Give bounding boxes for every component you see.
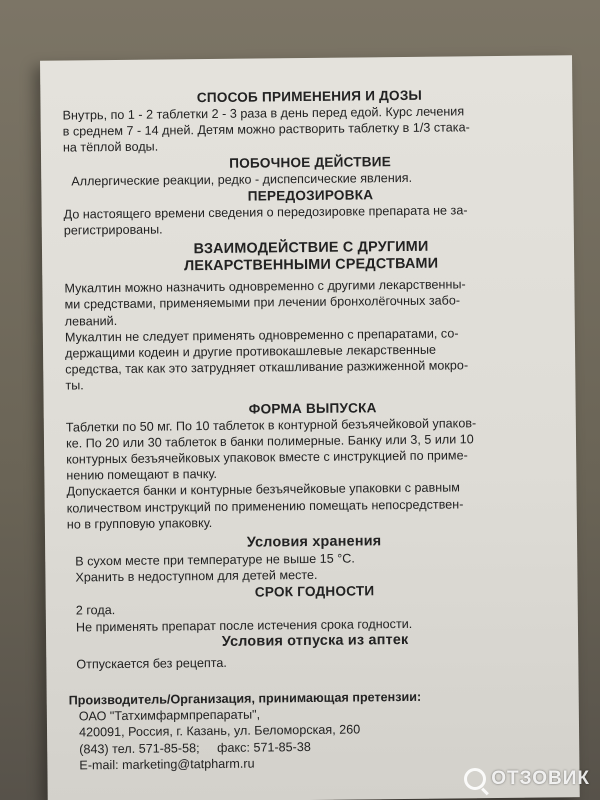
text-line: 2 года. (75, 603, 116, 618)
text-line: Не применять препарат после истечения срока годности. (75, 616, 413, 635)
usage-heading: СПОСОБ ПРИМЕНЕНИЯ И ДОЗЫ (196, 87, 423, 106)
manufacturer-phone: (843) тел. 571-85-58; факс: 571-85-38 (79, 739, 311, 757)
text-line: ты. (65, 378, 84, 393)
overdose-text (64, 201, 558, 239)
manufacturer-details (69, 704, 564, 774)
heading-line: ВЗАИМОДЕЙСТВИЕ С ДРУГИМИ (193, 238, 429, 258)
text-line: но в групповую упаковку. (66, 515, 213, 532)
shelf-life-text (68, 598, 562, 636)
heading-line: ЛЕКАРСТВЕННЫМИ СРЕДСТВАМИ (183, 255, 439, 275)
usage-text (63, 102, 557, 156)
text-line: в среднем 7 - 14 дней. Детям можно растворить таблетку в 1/3 стака- (62, 120, 470, 139)
text-line: Аллергические реакции, редко - диспепсические явления. (71, 170, 413, 189)
manufacturer-title: Производитель/Организация, принимающая претензии: (68, 689, 422, 708)
manufacturer-email: E-mail: marketing@tatpharm.ru (79, 756, 255, 773)
text-line: контурных безъячейковых упаковок вместе с инструкцией по приме- (66, 448, 468, 467)
form-text-1 (66, 414, 561, 484)
text-line: В сухом месте при температуре не выше 15 °С. (75, 551, 355, 569)
text-line: Мукалтин можно назначить одновременно с другими лекарственны- (64, 277, 466, 296)
text-line: Таблетки по 50 мг. По 10 таблеток в контурной безъячейковой упаков- (65, 415, 477, 435)
text-line: Мукалтин не следует применять одновременно с препаратами, со- (64, 326, 459, 345)
text-line: Хранить в недоступном для детей месте. (75, 568, 318, 585)
overdose-heading: ПЕРЕДОЗИРОВКА (247, 187, 374, 204)
interaction-heading (64, 238, 558, 277)
interaction-text-1 (64, 276, 558, 330)
form-text-2 (66, 479, 560, 533)
storage-heading: Условия хранения (246, 533, 382, 551)
text-line: Допускается банки и контурные безъячейковые упаковки с равным (66, 480, 460, 499)
magnifier-icon (464, 768, 486, 790)
text-line: количеством инструкций по применению помещать непосредствен- (66, 497, 464, 516)
text-line: держащими кодеин и другие противокашлевые лекарственные (65, 342, 437, 361)
text-line: регистрированы. (63, 222, 163, 238)
text-line: Отпускается без рецепта. (76, 655, 227, 672)
storage-text (67, 548, 561, 586)
text-line: леваний. (64, 313, 118, 329)
shelf-life-heading: СРОК ГОДНОСТИ (254, 583, 375, 601)
manufacturer-name: ОАО "Татхимфармпрепараты", (78, 707, 261, 724)
watermark-text: ОТЗОВИК (491, 768, 590, 789)
site-watermark (464, 768, 590, 790)
side-effects-heading: ПОБОЧНОЕ ДЕЙСТВИЕ (229, 153, 392, 171)
interaction-text-2 (65, 324, 560, 394)
text-line: ке. По 20 или 30 таблеток в банки полимерные. Банку или 3, 5 или 10 (65, 432, 474, 451)
dispensing-heading: Условия отпуска из аптек (221, 631, 409, 650)
text-line: нению помещают в пачку. (66, 467, 218, 483)
text-line: ми средствами, применяемыми при лечении бронхолёгочных забо- (64, 293, 461, 312)
manufacturer-address: 420091, Россия, г. Казань, ул. Беломорская, 260 (78, 722, 361, 740)
form-heading: ФОРМА ВЫПУСКА (248, 399, 377, 417)
text-line: средства, так как это затрудняет откашливание разжиженной мокро- (65, 358, 469, 377)
text-line: на тёплой воды. (62, 139, 159, 155)
instruction-leaflet (40, 55, 580, 800)
text-line: Внутрь, по 1 - 2 таблетки 2 - 3 раза в день перед едой. Курс лечения (62, 104, 465, 123)
text-line: До настоящего времени сведения о передозировке препарата не за- (63, 203, 468, 222)
